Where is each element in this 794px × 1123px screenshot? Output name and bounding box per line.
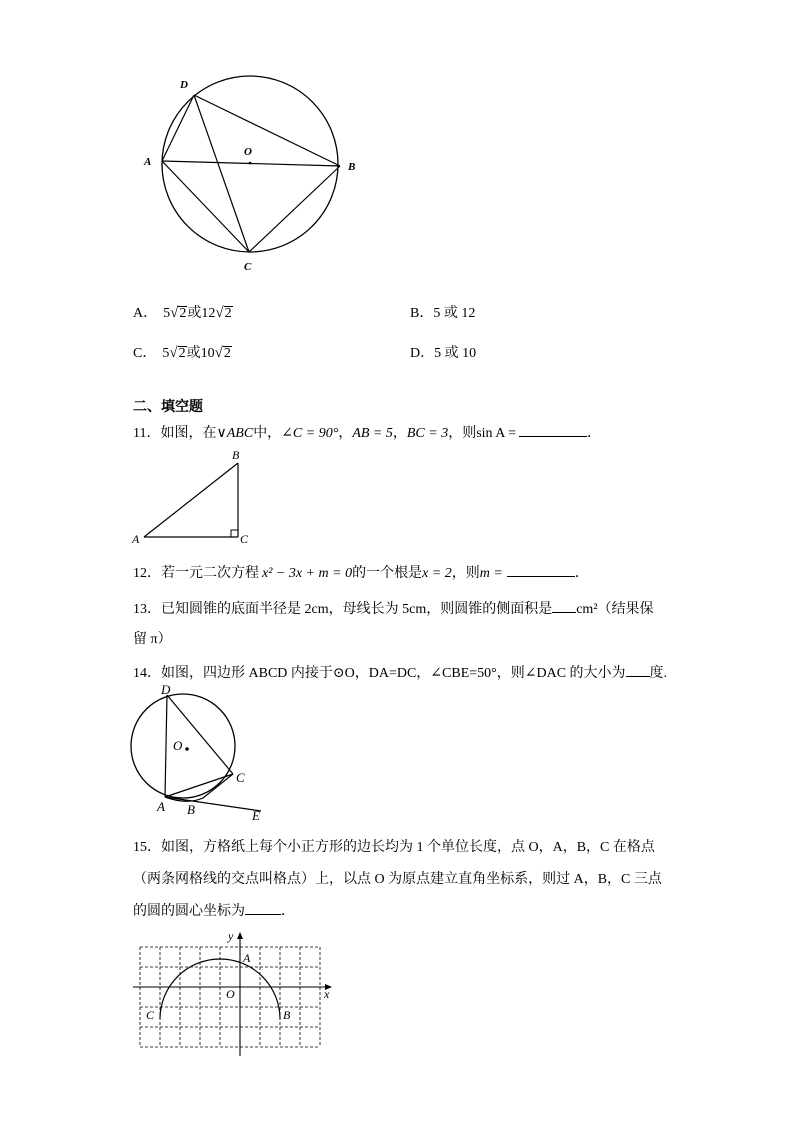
q11-label-c: C xyxy=(240,532,249,546)
option-b[interactable]: B．5 或 12 xyxy=(410,306,476,321)
figure-q10 xyxy=(130,70,370,280)
label-o: O xyxy=(244,146,252,158)
q11-bc: BC = 3 xyxy=(406,426,449,441)
option-c-coef2: 10 xyxy=(200,346,215,361)
q11-angle: ∠C = 90° xyxy=(281,426,339,441)
q15-label-y: y xyxy=(228,929,234,943)
label-a: A xyxy=(144,156,152,168)
q12-answer-blank[interactable] xyxy=(507,576,575,577)
q12-end: ． xyxy=(574,566,589,581)
option-a-rad2: 2 xyxy=(224,306,232,321)
q11-text-2: 中， xyxy=(253,426,282,441)
q11-text-3: ，则 xyxy=(448,426,477,441)
q11-ab: AB = 5 xyxy=(352,426,393,441)
question-13-line-1 xyxy=(133,598,654,618)
option-c-or: 或 xyxy=(186,346,201,361)
q11-label-b: B xyxy=(232,448,240,462)
label-c: C xyxy=(244,261,252,273)
segment-dc xyxy=(194,95,249,252)
q11-triangle-name: ABC xyxy=(226,426,254,441)
q14-label-b: B xyxy=(187,802,195,817)
q12-equation: x² − 3x + m = 0 xyxy=(262,566,353,581)
question-11 xyxy=(133,422,601,442)
option-d[interactable]: D．5 或 10 xyxy=(410,346,477,361)
question-12 xyxy=(133,562,589,582)
q15-label-x: x xyxy=(324,987,330,1001)
q15-label-b: B xyxy=(283,1008,291,1022)
q14-label-a: A xyxy=(157,799,165,814)
label-b: B xyxy=(348,161,356,173)
q14-label-o: O xyxy=(173,738,183,753)
question-15-line-3 xyxy=(133,900,295,920)
option-c-letter: C． xyxy=(133,346,157,361)
q11-label-a: A xyxy=(132,532,140,546)
q11-end: ． xyxy=(587,426,602,441)
option-c-rad1: 2 xyxy=(178,346,186,361)
q11-sin: sin A = xyxy=(476,426,517,441)
segment-ad xyxy=(162,95,194,161)
q15-end: ． xyxy=(281,904,295,919)
center-point xyxy=(249,162,252,165)
q11-text-1: 11．如图，在 xyxy=(133,426,217,441)
q14-answer-blank[interactable] xyxy=(626,676,650,677)
question-15-line-1: 15．如图，方格纸上每个小正方形的边长均为 1 个单位长度，点 O，A，B，C 在格点 xyxy=(133,840,655,855)
question-15-line-2: （两条网格线的交点叫格点）上，以点 O 为原点建立直角坐标系，则过 A，B，C 三点 xyxy=(133,872,662,887)
option-a[interactable]: A． 5√2或12√2 xyxy=(133,305,232,321)
q11-answer-blank[interactable] xyxy=(519,436,587,437)
q13-text-2: cm²（结果保 xyxy=(576,602,654,617)
q14-label-e: E xyxy=(252,808,260,820)
q12-m: m = xyxy=(479,566,503,581)
figure-q15 xyxy=(128,928,340,1060)
option-a-rad1: 2 xyxy=(179,306,187,321)
q12-text-2: 的一个根是 xyxy=(352,566,423,581)
q12-root: x = 2 xyxy=(422,566,452,581)
section-title: 二、填空题 xyxy=(133,398,203,414)
option-a-letter: A． xyxy=(133,306,158,321)
q13-text-1: 13．已知圆锥的底面半径是 2cm，母线长为 5cm，则圆锥的侧面积是 xyxy=(133,602,553,617)
q14-end: 度. xyxy=(649,666,668,681)
q12-text-3: ，则 xyxy=(451,566,480,581)
question-14 xyxy=(133,662,667,682)
q14-label-c: C xyxy=(236,770,245,785)
q15-label-c: C xyxy=(146,1008,155,1022)
option-a-or: 或 xyxy=(187,306,202,321)
q13-answer-blank[interactable] xyxy=(552,612,576,613)
q11-sep2: ， xyxy=(392,426,407,441)
q15-answer-blank[interactable] xyxy=(245,914,281,915)
question-13-line-2: 留 π） xyxy=(133,632,172,647)
q15-label-o: O xyxy=(226,987,235,1001)
option-c[interactable]: C． 5√2或10√2 xyxy=(133,345,231,361)
q15-label-a: A xyxy=(243,951,251,965)
figure-q14 xyxy=(125,680,275,820)
option-c-rad2: 2 xyxy=(223,346,231,361)
figure-q11 xyxy=(130,446,260,546)
q12-text-1: 12．若一元二次方程 xyxy=(133,566,259,581)
q11-sep1: ， xyxy=(338,426,353,441)
segment-ac xyxy=(162,161,249,252)
q15-text-1: 的圆的圆心坐标为 xyxy=(133,904,245,919)
option-c-coef1: 5 xyxy=(162,346,170,361)
q11-triangle-symbol: ∨ xyxy=(216,426,227,441)
q14-text-1: 14．如图，四边形 ABCD 内接于⊙O，DA=DC，∠CBE=50°，则∠DAC 的大小为 xyxy=(133,666,626,681)
option-a-coef2: 12 xyxy=(201,306,216,321)
label-d: D xyxy=(180,79,188,91)
segment-db xyxy=(194,95,340,166)
option-a-coef1: 5 xyxy=(163,306,171,321)
q14-label-d: D xyxy=(161,682,171,697)
